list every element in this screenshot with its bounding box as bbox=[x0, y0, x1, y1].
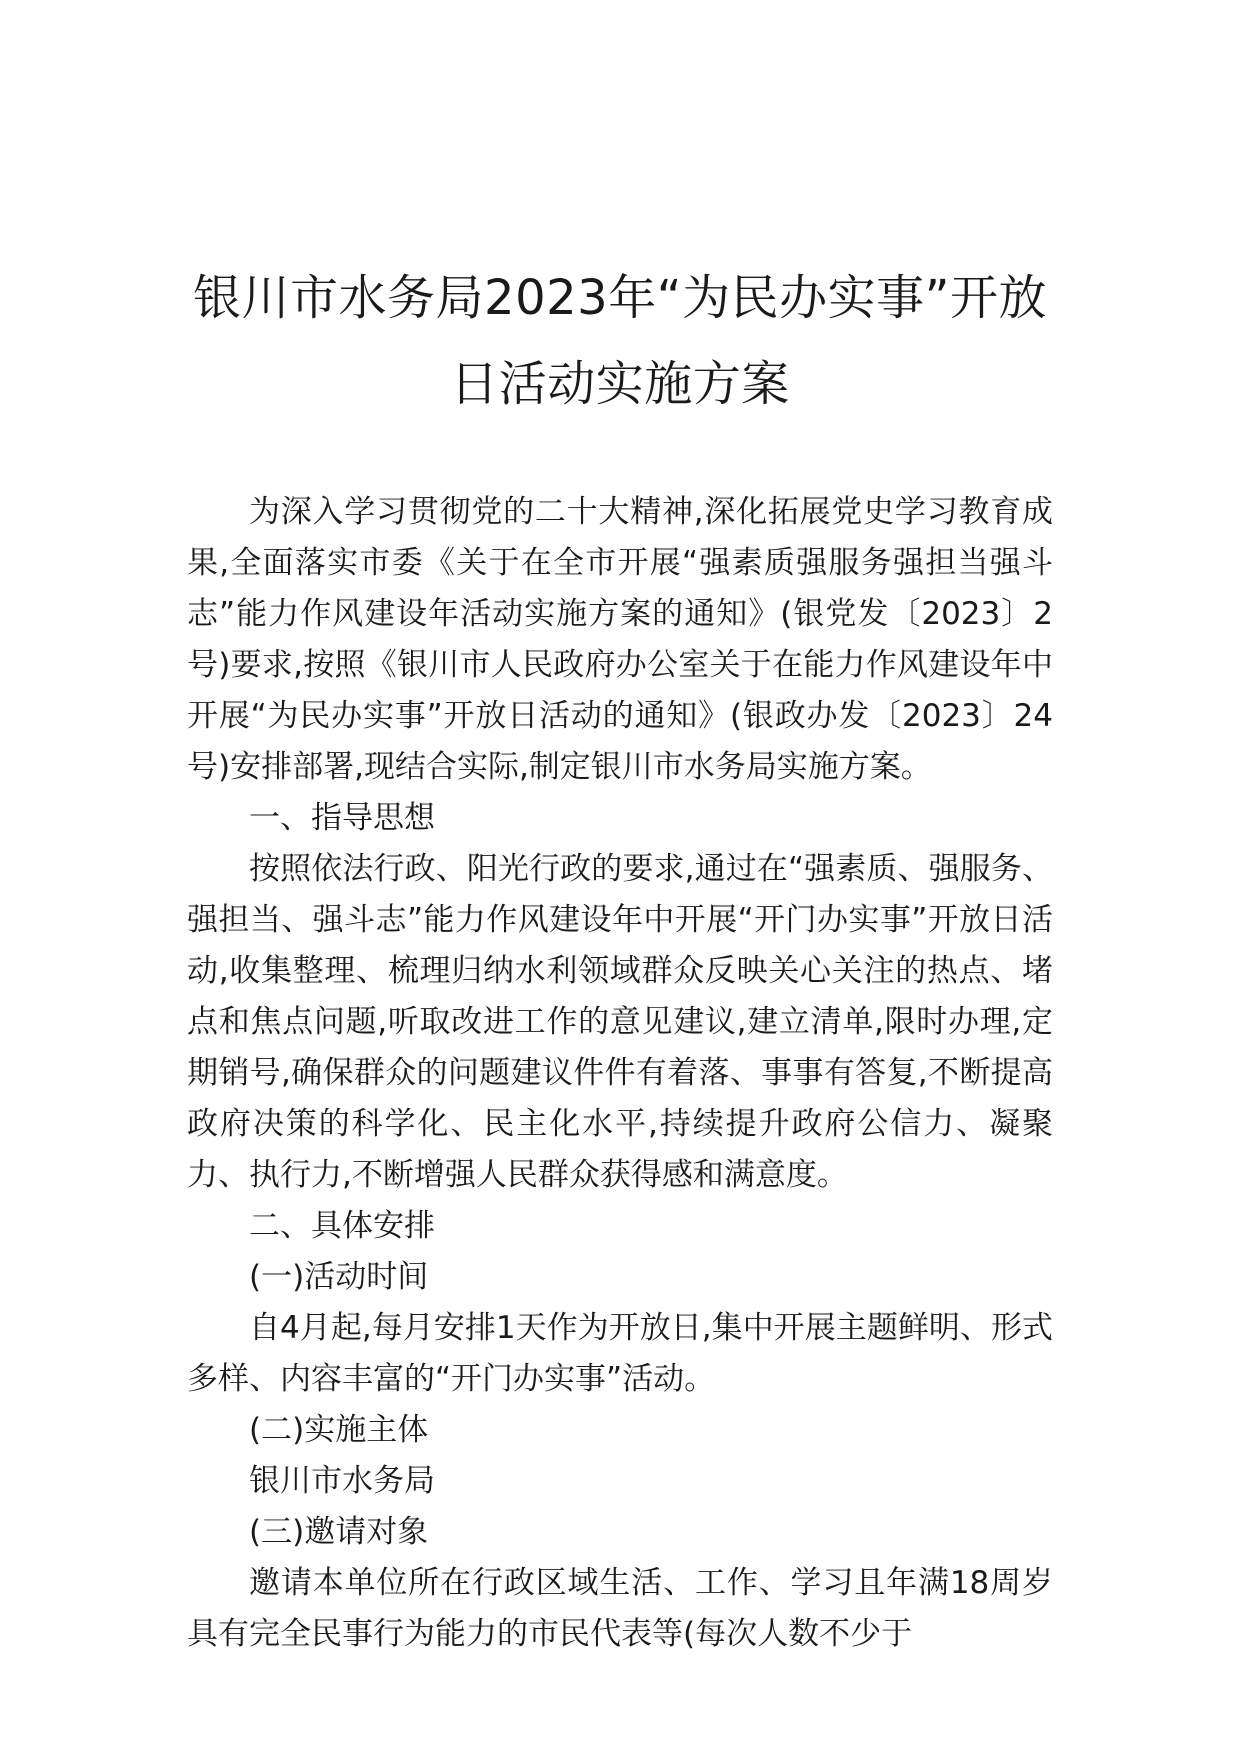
subheading-invitees: (三)邀请对象 bbox=[249, 1514, 429, 1550]
section-heading-guiding-thought: 一、指导思想 bbox=[249, 800, 435, 836]
document-page bbox=[187, 255, 1053, 1660]
section-heading-arrangements: 二、具体安排 bbox=[249, 1208, 435, 1244]
invitees-paragraph: 邀请本单位所在行政区域生活、工作、学习且年满18周岁具有完全民事行为能力的市民代表等(每次人数不少于 bbox=[187, 1565, 1053, 1652]
activity-time-paragraph: 自4月起,每月安排1天作为开放日,集中开展主题鲜明、形式多样、内容丰富的“开门办实事”活动。 bbox=[187, 1310, 1053, 1397]
document-title: 银川市水务局2023年“为民办实事”开放日活动实施方案 bbox=[193, 270, 1047, 412]
guiding-thought-paragraph: 按照依法行政、阳光行政的要求,通过在“强素质、强服务、强担当、强斗志”能力作风建设年中开展“开门办实事”开放日活动,收集整理、梳理归纳水利领域群众反映关心关注的热点、堵点和焦点问题,听取改进工作的意见建议,建立清单,限时办理,定期销号,确保群众的问题建议件件有着落、事事有答复,不断提高政府决策的科学化、民主化水平,持续提升政府公信力、凝聚力、执行力,不断增强人民群众获得感和满意度。 bbox=[187, 851, 1053, 1193]
subheading-activity-time: (一)活动时间 bbox=[249, 1259, 429, 1295]
document-body bbox=[187, 487, 1053, 1660]
subheading-implementing-body: (二)实施主体 bbox=[249, 1412, 429, 1448]
intro-paragraph: 为深入学习贯彻党的二十大精神,深化拓展党史学习教育成果,全面落实市委《关于在全市开展“强素质强服务强担当强斗志”能力作风建设年活动实施方案的通知》(银党发〔2023〕2号)要求,按照《银川市人民政府办公室关于在能力作风建设年中开展“为民办实事”开放日活动的通知》(银政办发〔2023〕24号)安排部署,现结合实际,制定银川市水务局实施方案。 bbox=[187, 494, 1053, 785]
implementing-body-text: 银川市水务局 bbox=[249, 1463, 435, 1499]
